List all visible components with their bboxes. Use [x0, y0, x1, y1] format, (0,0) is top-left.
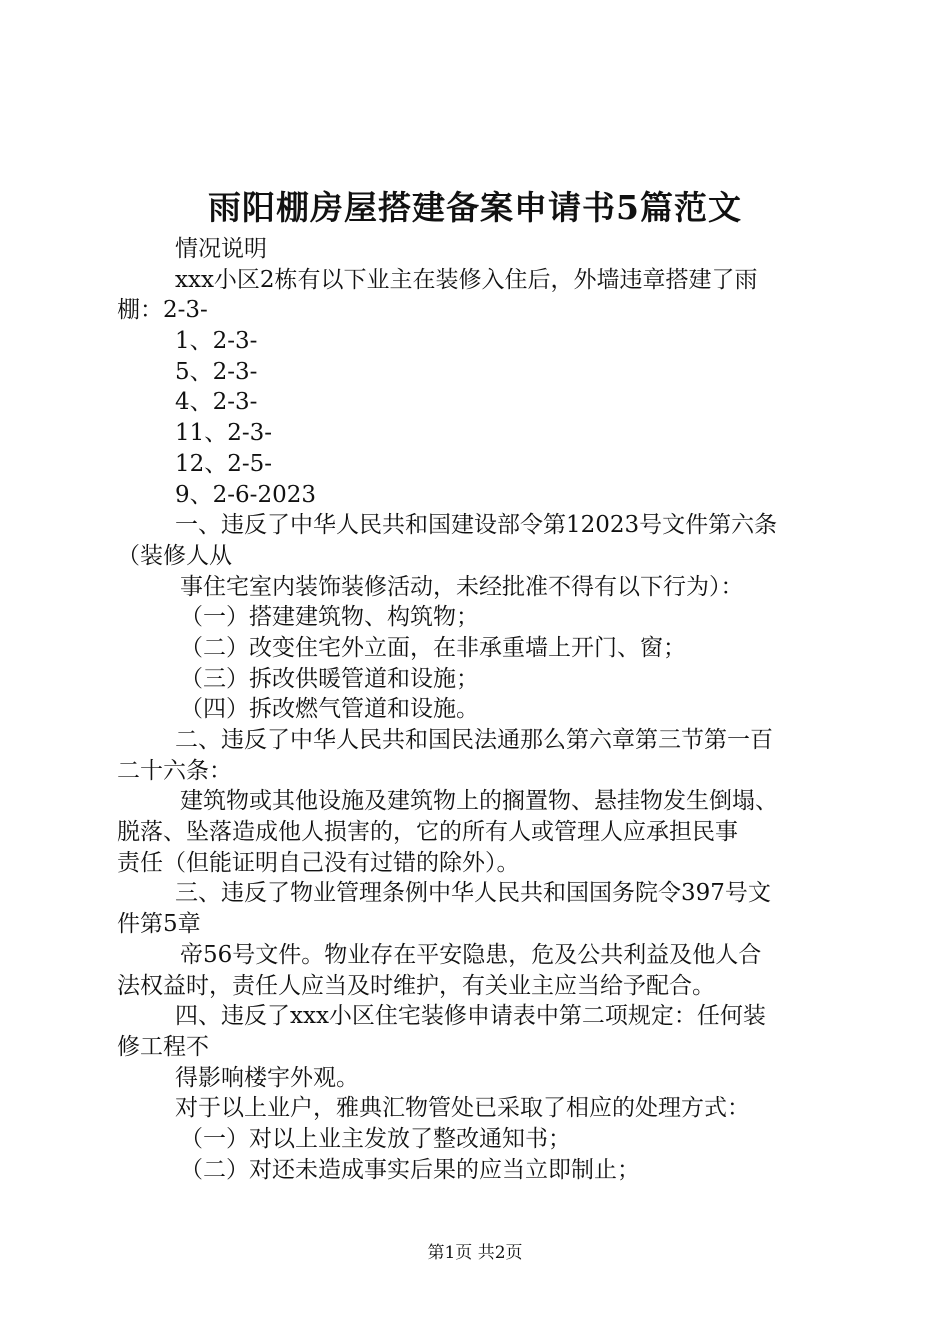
text-line: （二）改变住宅外立面，在非承重墙上开门、窗；	[180, 634, 686, 661]
text-line: 5、2-3-	[175, 358, 258, 385]
text-line: 12、2-5-	[175, 450, 273, 477]
document-title: 雨阳棚房屋搭建备案申请书5篇范文	[208, 188, 742, 227]
text-line: 三、违反了物业管理条例中华人民共和国国务院令397号文	[175, 880, 771, 907]
text-line: 4、2-3-	[175, 389, 258, 416]
text-line: 棚：2-3-	[117, 297, 208, 324]
text-line: 法权益时，责任人应当及时维护，有关业主应当给予配合。	[117, 972, 715, 999]
text-line: （三）拆改供暖管道和设施；	[180, 665, 479, 692]
text-line: （装修人从	[117, 542, 232, 569]
text-line: 建筑物或其他设施及建筑物上的搁置物、悬挂物发生倒塌、	[180, 788, 778, 815]
text-line: xxx小区2栋有以下业主在装修入住后，外墙违章搭建了雨	[175, 266, 758, 293]
text-line: 1、2-3-	[175, 328, 258, 355]
text-line: 对于以上业户，雅典汇物管处已采取了相应的处理方式：	[175, 1095, 750, 1122]
text-line: （四）拆改燃气管道和设施。	[180, 696, 479, 723]
text-line: 得影响楼宇外观。	[175, 1064, 359, 1091]
text-line: 件第5章	[117, 911, 201, 938]
page-number: 第1页 共2页	[427, 1243, 523, 1263]
text-line: 一、违反了中华人民共和国建设部令第12023号文件第六条	[175, 512, 778, 539]
text-line: 二、违反了中华人民共和国民法通那么第六章第三节第一百	[175, 727, 773, 753]
text-line: （一）搭建建筑物、构筑物；	[180, 604, 479, 631]
text-line: （二）对还未造成事实后果的应当立即制止；	[180, 1156, 640, 1183]
text-line: （一）对以上业主发放了整改通知书；	[180, 1125, 571, 1152]
text-line: 11、2-3-	[175, 420, 273, 447]
text-line: 责任（但能证明自己没有过错的除外）。	[117, 849, 520, 876]
text-line: 四、违反了xxx小区住宅装修申请表中第二项规定：任何装	[175, 1003, 766, 1030]
text-line: 脱落、坠落造成他人损害的，它的所有人或管理人应承担民事	[117, 819, 738, 846]
text-line: 帝56号文件。物业存在平安隐患，危及公共利益及他人合	[180, 941, 762, 968]
text-line: 情况说明	[175, 236, 267, 262]
text-line: 二十六条：	[117, 757, 232, 784]
text-line: 9、2-6-2023	[175, 481, 316, 508]
text-line: 事住宅室内装饰装修活动，未经批准不得有以下行为）：	[180, 573, 744, 600]
document-body	[117, 234, 837, 1185]
text-line: 修工程不	[117, 1033, 209, 1060]
